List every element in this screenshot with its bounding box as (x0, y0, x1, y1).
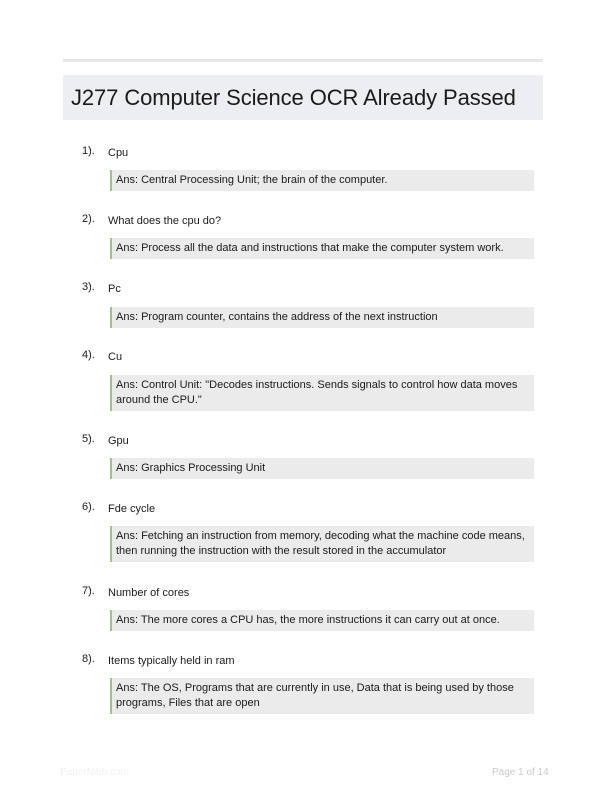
answer-box: Ans: Control Unit: "Decodes instructions. Sends signals to control how data moves around the CPU." (110, 375, 534, 411)
question-number: 4). (82, 349, 95, 361)
question-text: Items typically held in ram (108, 655, 235, 667)
answer-box: Ans: Program counter, contains the address of the next instruction (110, 307, 534, 328)
question-number: 1). (82, 145, 95, 157)
answer-box: Ans: Graphics Processing Unit (110, 458, 534, 479)
question-text: Gpu (108, 435, 129, 447)
answer-box: Ans: The more cores a CPU has, the more instructions it can carry out at once. (110, 610, 534, 631)
top-divider (63, 59, 543, 62)
question-number: 3). (82, 281, 95, 293)
page-number: Page 1 of 14 (492, 767, 549, 778)
question-number: 5). (82, 433, 95, 445)
question-text: Cpu (108, 147, 129, 159)
question-text: What does the cpu do? (108, 215, 222, 227)
question-number: 2). (82, 213, 95, 225)
question-text: Number of cores (108, 587, 190, 599)
answer-box: Ans: Central Processing Unit; the brain of the computer. (110, 170, 534, 191)
question-number: 6). (82, 501, 95, 513)
question-number: 7). (82, 585, 95, 597)
question-text: Fde cycle (108, 503, 156, 515)
answer-box: Ans: The OS, Programs that are currently in use, Data that is being used by those programs, Files that are open (110, 678, 534, 714)
answer-box: Ans: Fetching an instruction from memory, decoding what the machine code means, then running the instruction with the result stored in the accumulator (110, 526, 534, 562)
title-banner (63, 75, 543, 120)
question-number: 8). (82, 653, 95, 665)
question-text: Cu (108, 351, 123, 363)
page-title: J277 Computer Science OCR Already Passed (71, 84, 516, 110)
question-text: Pc (108, 283, 121, 295)
footer-watermark: PaperNibb.com (60, 767, 129, 778)
answer-box: Ans: Process all the data and instructions that make the computer system work. (110, 238, 534, 259)
